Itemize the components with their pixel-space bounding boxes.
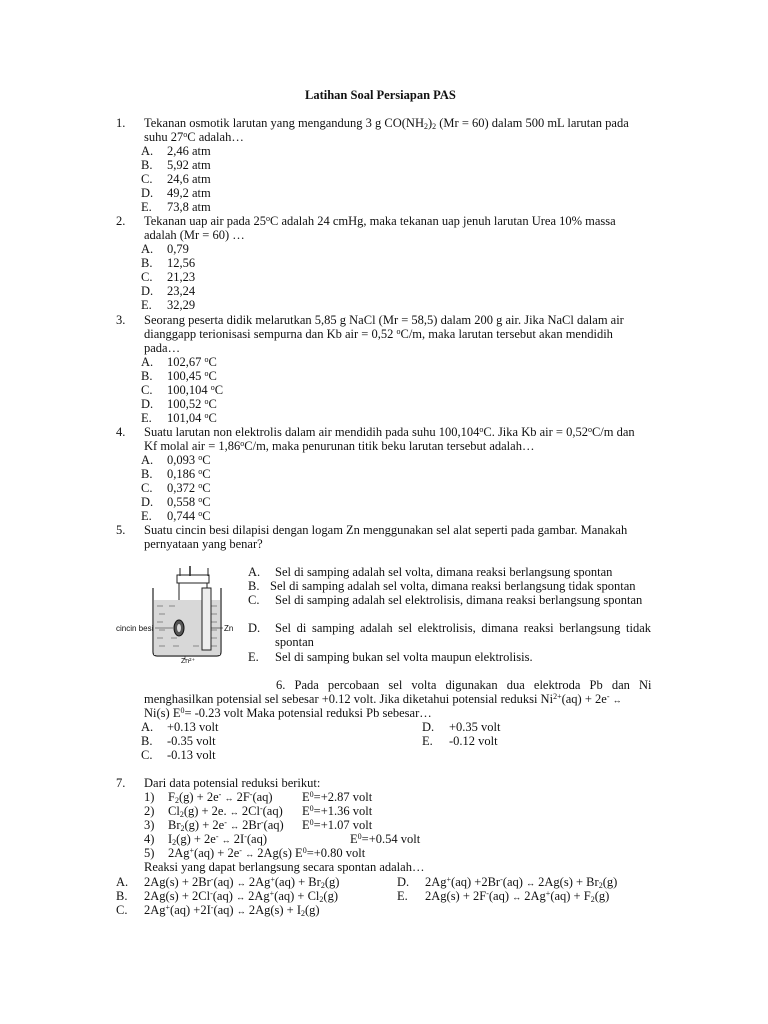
q7-item-4: 4) $I_2(g) + 2e^-$ ↔ 2I-(aq): [144, 832, 267, 847]
q1-option-c: C. 24,6 atm: [141, 172, 211, 186]
q7-option-b: B. 2Ag(s) + 2Cl-(aq) ↔ $2Ag^+(aq) + Cl_2(g)$: [116, 889, 338, 904]
q7-item-2: 2) $Cl_2(g) + 2e$. ↔ 2Cl-(aq): [144, 804, 283, 819]
q1-number: 1.: [116, 116, 126, 130]
q4-option-c: C. 0,372 $^o$C: [141, 481, 211, 495]
figure-label-zinc: Zn: [224, 624, 234, 633]
q1-option-e: E. 73,8 atm: [141, 200, 211, 214]
q3-option-e: E. 101,04 $^o$C: [141, 411, 217, 425]
q7-option-d: D. 2Ag+(aq) +2Br-(aq) ↔ $2Ag(s) + Br_2(g)$: [397, 875, 618, 890]
q7-potential-4: $E^0=+0.54$ volt: [350, 832, 421, 846]
q1-line-1: Tekanan osmotik larutan yang mengandung 3 g $CO(NH_2)_2$ (Mr = 60) dalam 500 mL larutan pada: [144, 116, 629, 131]
q1-line-2: suhu 27$^o$C adalah…: [144, 130, 244, 144]
q4-option-d: D. 0,558 $^o$C: [141, 495, 211, 509]
q5-option-e: E. Sel di samping bukan sel volta maupun elektrolisis.: [248, 650, 533, 664]
q3-number: 3.: [116, 313, 126, 327]
q7-item-5: 5) 2Ag+(aq) + 2e- ↔ 2Ag(s) $E^0=+0.80$ volt: [144, 846, 366, 860]
q6-line-2: menghasilkan potensial sel sebesar +0.12 volt. Jika diketahui potensial reduksi $Ni^{2+}(aq) + 2e^-$ ↔: [144, 692, 622, 706]
q2-option-a: A. 0,79: [141, 242, 189, 256]
q1-options: [141, 144, 211, 214]
q5-option-c: C. Sel di samping adalah sel elektrolisis, dimana reaksi berlangsung spontan: [248, 593, 643, 607]
electrolysis-cell-figure: [115, 562, 239, 668]
q1-option-a: A. 2,46 atm: [141, 144, 211, 158]
q7-option-a: A. 2Ag(s) + 2Br-(aq) ↔ $2Ag^+(aq) + Br_2(g)$: [116, 875, 340, 890]
q4-option-e: E. 0,744 $^o$C: [141, 509, 211, 523]
q7-potential-2: $E^0=+1.36$ volt: [302, 804, 373, 818]
q6-line-1: 6. Pada percobaan sel volta digunakan dua elektroda Pb dan Ni: [276, 678, 652, 692]
q4-line-2: Kf molal air = $1,86^oC/m$, maka penurunan titik beku larutan tersebut adalah…: [144, 439, 535, 453]
q5-line-2: pernyataan yang benar?: [144, 537, 263, 551]
q4-option-a: A. 0,093 $^o$C: [141, 453, 211, 467]
q2-options: [141, 242, 195, 312]
q4-line-1: Suatu larutan non elektrolis dalam air mendidih pada suhu 100,104$^o$C. Jika Kb air = $0,52^oC/m$ dan: [144, 425, 635, 439]
q6-line-3: Ni(s) $E^0= -0.23$ volt Maka potensial reduksi Pb sebesar…: [144, 706, 432, 720]
q3-option-c: C. 100,104 $^o$C: [141, 383, 224, 397]
q3-option-a: A. 102,67 $^o$C: [141, 355, 217, 369]
q5-number: 5.: [116, 523, 126, 537]
q3-option-d: D. 100,52 $^o$C: [141, 397, 217, 411]
q7-option-c: C. 2Ag+(aq) +2I-(aq) ↔ $2Ag(s) + I_2(g)$: [116, 903, 320, 918]
q2-option-c: C. 21,23: [141, 270, 196, 284]
q7-potential-1: $E^0=+2.87$ volt: [302, 790, 373, 804]
q7-item-3: 3) $Br_2(g) + 2e^-$ ↔ 2Br-(aq): [144, 818, 284, 833]
page-title: Latihan Soal Persiapan PAS: [305, 88, 456, 102]
q5-option-a: A. Sel di samping adalah sel volta, dimana reaksi berlangsung spontan: [248, 565, 613, 579]
q4-options: [141, 453, 211, 523]
q1-option-b: B. 5,92 atm: [141, 158, 211, 172]
q7-question: Reaksi yang dapat berlangsung secara spontan adalah…: [144, 860, 425, 874]
q2-line-2: adalah (Mr = 60) …: [144, 228, 245, 242]
q2-option-d: D. 23,24: [141, 284, 196, 298]
q3-line-2: dianggapp terionisasi sempurna dan Kb air = 0,52 $^o$C/m, maka larutan tersebut akan mendidih: [144, 327, 613, 341]
q2-line-1: Tekanan uap air pada 25$^o$C adalah 24 cmHg, maka tekanan uap jenuh larutan Urea 10% massa: [144, 214, 616, 228]
q6-option-b: B. -0.35 volt: [141, 734, 216, 748]
figure-label-iron-ring: cincin besi: [116, 624, 154, 633]
q2-option-e: E. 32,29: [141, 298, 196, 312]
q2-number: 2.: [116, 214, 126, 228]
q2-option-b: B. 12,56: [141, 256, 196, 270]
q3-line-3: pada…: [144, 341, 181, 355]
q6-option-e: E. -0.12 volt: [422, 734, 498, 748]
q4-option-b: B. 0,186 $^o$C: [141, 467, 211, 481]
q5-line-1: Suatu cincin besi dilapisi dengan logam Zn menggunakan sel alat seperti pada gambar. Manakah: [144, 523, 628, 537]
q5-option-b: B. Sel di samping adalah sel volta, dimana reaksi berlangsung tidak spontan: [248, 579, 636, 593]
q7-item-1: 1) $F_2(g) + 2e^-$ ↔ 2F-(aq): [144, 790, 273, 805]
q1-option-d: D. 49,2 atm: [141, 186, 211, 200]
q6-option-a: A. +0.13 volt: [141, 720, 219, 734]
q7-potential-3: $E^0=+1.07$ volt: [302, 818, 373, 832]
q3-line-1: Seorang peserta didik melarutkan 5,85 g NaCl (Mr = 58,5) dalam 200 g air. Jika NaCl dalam air: [144, 313, 624, 327]
q6-option-d: D. +0.35 volt: [422, 720, 501, 734]
q4-number: 4.: [116, 425, 126, 439]
q3-option-b: B. 100,45 $^o$C: [141, 369, 217, 383]
q7-number: 7.: [116, 776, 126, 790]
q7-intro: Dari data potensial reduksi berikut:: [144, 776, 321, 790]
q5-option-d: D. Sel di samping adalah sel elektrolisis, dimana reaksi berlangsung tidak spontan: [248, 621, 651, 649]
q3-options: [141, 355, 223, 425]
equilibrium-arrow: ↔: [612, 695, 622, 705]
q7-option-e: E. 2Ag(s) + 2F-(aq) ↔ $2Ag^+(aq) + F_2(g)$: [397, 889, 610, 904]
figure-label-zinc-ion: Zn²⁺: [181, 658, 196, 665]
q6-option-c: C. -0.13 volt: [141, 748, 216, 762]
